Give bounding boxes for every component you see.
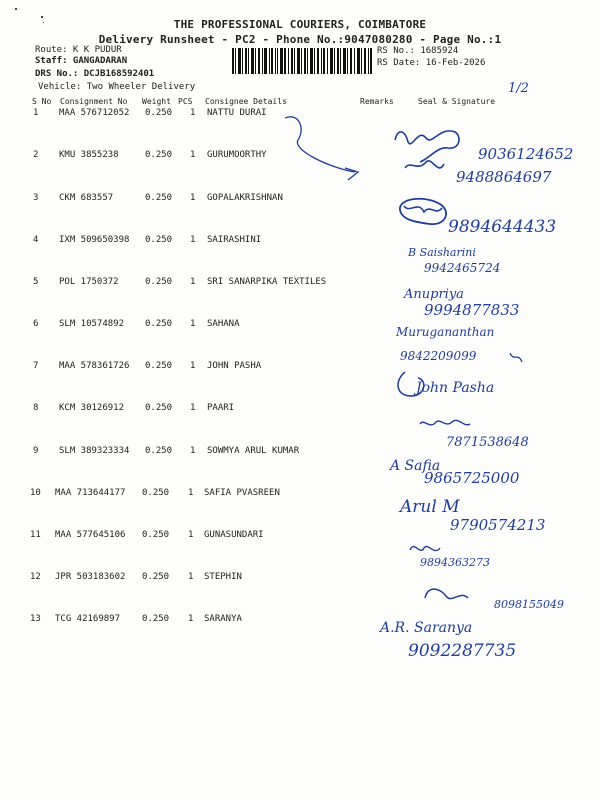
row-consignee: GOPALAKRISHNAN: [207, 193, 283, 203]
row-weight: 0.250: [142, 488, 170, 498]
signature-mark: [420, 420, 470, 425]
row-weight: 0.250: [145, 235, 173, 245]
row-sno: 9: [33, 446, 39, 456]
row-consignee: NATTU DURAI: [207, 108, 267, 118]
ink-stroke: [285, 117, 355, 172]
row-sno: 5: [33, 277, 39, 287]
row-sno: 13: [30, 614, 41, 624]
row-pcs: 1: [190, 193, 196, 203]
row-consignment: MAA 576712052: [59, 108, 130, 118]
row-sno: 6: [33, 319, 39, 329]
col-weight: Weight: [142, 97, 171, 106]
row-pcs: 1: [188, 530, 194, 540]
col-sno: S No: [32, 97, 52, 106]
row-weight: 0.250: [145, 361, 173, 371]
row-weight: 0.250: [145, 446, 173, 456]
row-sno: 2: [33, 150, 39, 160]
vehicle-label: Vehicle: Two Wheeler Delivery: [38, 82, 196, 92]
row-weight: 0.250: [142, 530, 170, 540]
phone-note: 9092287735: [408, 641, 517, 661]
phone-note: 9894363273: [420, 556, 490, 569]
company-title: THE PROFESSIONAL COURIERS, COIMBATORE: [173, 18, 427, 31]
phone-note: 9842209099: [400, 349, 477, 363]
row-consignee: PAARI: [207, 403, 235, 413]
row-consignment: SLM 10574892: [59, 319, 125, 329]
row-consignment: MAA 713644177: [55, 488, 126, 498]
row-pcs: 1: [190, 108, 196, 118]
row-consignee: SAFIA PVASREEN: [204, 488, 280, 498]
row-weight: 0.250: [142, 614, 170, 624]
row-consignee: STEPHIN: [204, 572, 242, 582]
row-consignee: SARANYA: [204, 614, 242, 624]
signature-mark: [410, 546, 440, 550]
row-sno: 10: [30, 488, 41, 498]
phone-note: 9894644433: [448, 217, 557, 237]
row-pcs: 1: [188, 572, 194, 582]
col-consignee: Consignee Details: [205, 97, 287, 106]
signature-name: B Saisharini: [408, 246, 476, 259]
row-consignee: SAIRASHINI: [207, 235, 262, 245]
route-label: Route: K K PUDUR: [35, 45, 122, 55]
phone-note: 9865725000: [424, 469, 520, 487]
page-mark: 1/2: [508, 81, 529, 96]
row-weight: 0.250: [145, 403, 173, 413]
row-sno: 12: [30, 572, 41, 582]
row-pcs: 1: [188, 614, 194, 624]
row-pcs: 1: [190, 277, 196, 287]
signature-name: A.R. Saranya: [380, 620, 473, 636]
row-weight: 0.250: [142, 572, 170, 582]
row-consignee: SRI SANARPIKA TEXTILES: [207, 277, 327, 287]
row-consignment: KMU 3855238: [59, 150, 119, 160]
signature-mark: [395, 131, 459, 162]
row-sno: 7: [33, 361, 39, 371]
row-pcs: 1: [190, 235, 196, 245]
signature-name: John Pasha: [416, 380, 495, 396]
row-consignee: GURUMOORTHY: [207, 150, 267, 160]
ink-stroke: [510, 353, 522, 362]
row-weight: 0.250: [145, 150, 173, 160]
row-weight: 0.250: [145, 193, 173, 203]
row-consignment: MAA 577645106: [55, 530, 126, 540]
signature-name: Anupriya: [404, 287, 464, 302]
row-sno: 8: [33, 403, 39, 413]
runsheet-subtitle: Delivery Runsheet - PC2 - Phone No.:9047080280 - Page No.:1: [98, 33, 502, 46]
row-consignment: MAA 578361726: [59, 361, 130, 371]
phone-note: 9488864697: [456, 168, 552, 186]
phone-note: 9994877833: [424, 301, 520, 319]
row-pcs: 1: [190, 403, 196, 413]
row-consignment: CKM 683557: [59, 193, 114, 203]
row-weight: 0.250: [145, 108, 173, 118]
row-sno: 4: [33, 235, 39, 245]
row-consignee: SOWMYA ARUL KUMAR: [207, 446, 300, 456]
row-consignment: IXM 509650398: [59, 235, 130, 245]
phone-note: 9790574213: [450, 516, 546, 534]
row-sno: 3: [33, 193, 39, 203]
signature-mark: [404, 206, 442, 212]
row-pcs: 1: [190, 150, 196, 160]
row-consignment: TCG 42169897: [55, 614, 121, 624]
row-pcs: 1: [190, 319, 196, 329]
signature-name: Murugananthan: [396, 325, 495, 339]
col-seal-signature: Seal & Signature: [418, 97, 496, 106]
row-weight: 0.250: [145, 319, 173, 329]
row-consignment: KCM 30126912: [59, 403, 125, 413]
rs-date: RS Date: 16-Feb-2026: [377, 58, 486, 68]
phone-note: 8098155049: [494, 598, 564, 611]
row-consignee: JOHN PASHA: [207, 361, 262, 371]
col-pcs: PCS: [178, 97, 193, 106]
drs-number: DRS No.: DCJB168592401: [35, 69, 155, 79]
row-consignment: POL 1750372: [59, 277, 119, 287]
staff-label: Staff: GANGADARAN: [35, 56, 128, 66]
row-consignment: SLM 389323334: [59, 446, 130, 456]
row-sno: 11: [30, 530, 41, 540]
phone-note: 7871538648: [446, 435, 529, 450]
row-pcs: 1: [190, 361, 196, 371]
row-weight: 0.250: [145, 277, 173, 287]
row-consignee: GUNASUNDARI: [204, 530, 264, 540]
phone-note: 9036124652: [478, 145, 574, 163]
signature-mark: [405, 161, 444, 168]
row-consignee: SAHANA: [207, 319, 240, 329]
signature-mark: [425, 589, 468, 598]
signature-name: A Safia: [390, 458, 441, 474]
row-consignment: JPR 503183602: [55, 572, 126, 582]
col-consignment: Consignment No: [60, 97, 128, 106]
col-remarks: Remarks: [360, 97, 394, 106]
row-pcs: 1: [188, 488, 194, 498]
signature-name: Arul M: [400, 497, 460, 517]
phone-note: 9942465724: [424, 261, 501, 275]
rs-number: RS No.: 1685924: [377, 46, 459, 56]
row-sno: 1: [33, 108, 39, 118]
row-pcs: 1: [190, 446, 196, 456]
